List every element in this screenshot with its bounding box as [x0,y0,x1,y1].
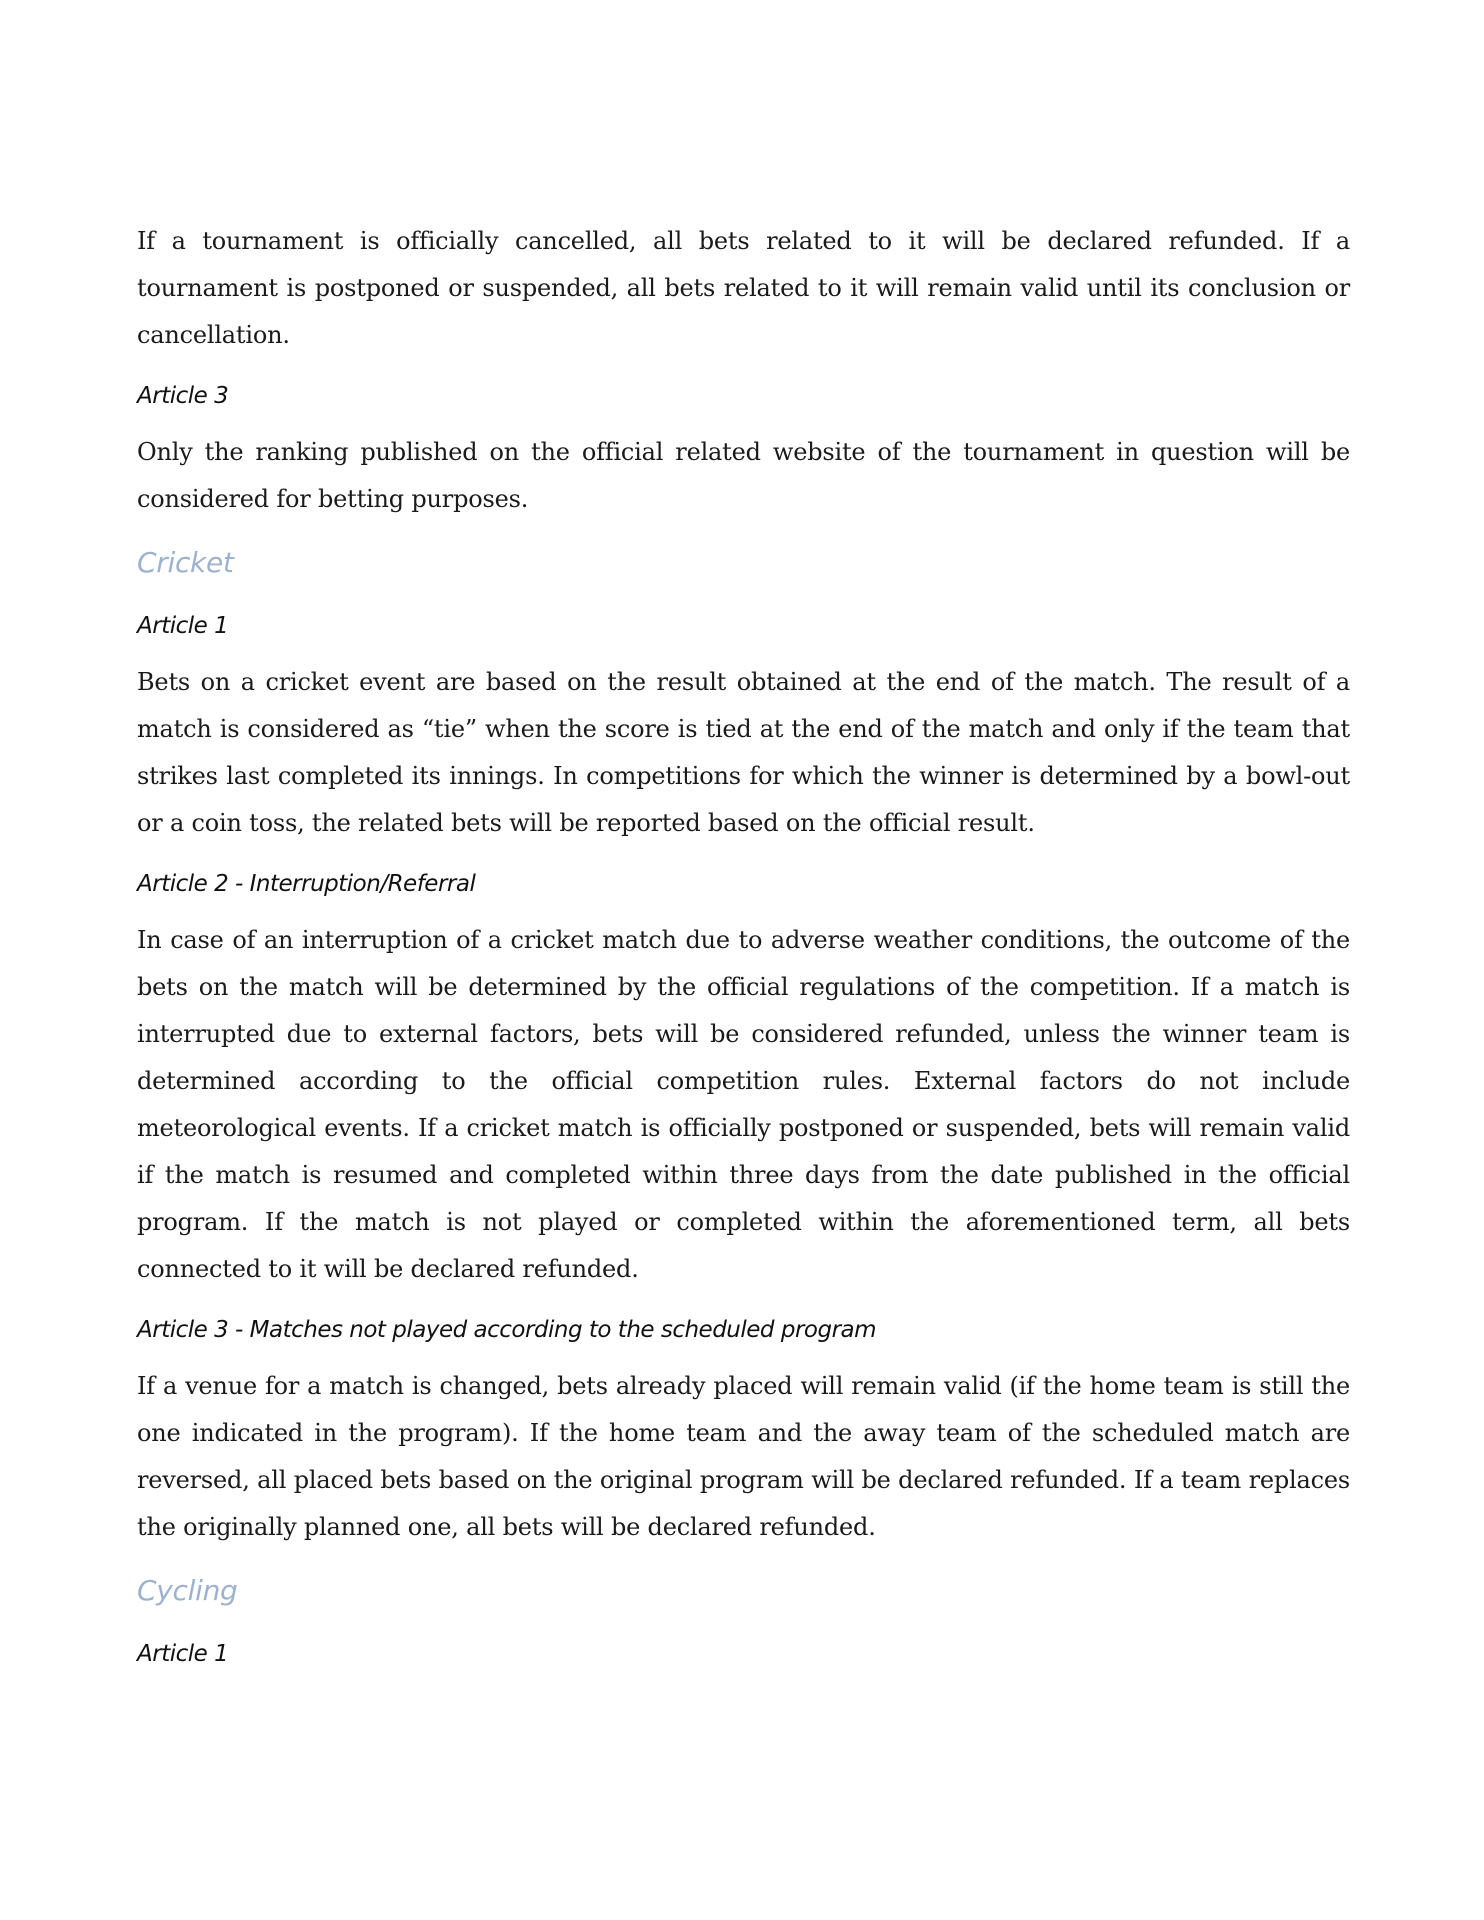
cycling-article-1-heading: Article 1 [137,1641,229,1667]
cricket-article-2-heading: Article 2 - Interruption/Referral [137,871,476,897]
article-heading-3: Article 3 [137,383,229,409]
paragraph-cricket-result: Bets on a cricket event are based on the result obtained at the end of the match. The result of a match is considered as “tie” when the score is tied at the end of the match and only if the team that strikes last completed its innings. In competitions for which the winner is determined by a bowl-out or a coin toss, the related bets will be reported based on the official result. [137,668,1350,837]
section-heading-cycling: Cycling [137,1574,238,1607]
page-content [137,218,1350,1669]
cricket-article-1-heading: Article 1 [137,613,229,639]
section-heading-cricket: Cricket [137,546,234,579]
paragraph-tournament-cancellation: If a tournament is officially cancelled, all bets related to it will be declared refunded. If a tournament is postponed or suspended, all bets related to it will remain valid until its conclusion or cancellation. [137,227,1350,349]
cricket-article-3-heading: Article 3 - Matches not played according to the scheduled program [137,1317,877,1343]
paragraph-cricket-interruption: In case of an interruption of a cricket match due to adverse weather conditions, the outcome of the bets on the match will be determined by the official regulations of the competition. If a match is interrupted due to external factors, bets will be considered refunded, unless the winner team is determined according to the official competition rules. External factors do not include meteorological events. If a cricket match is officially postponed or suspended, bets will remain valid if the match is resumed and completed within three days from the date published in the official program. If the match is not played or completed within the aforementioned term, all bets connected to it will be declared refunded. [137,926,1350,1283]
paragraph-cricket-venue: If a venue for a match is changed, bets already placed will remain valid (if the home team is still the one indicated in the program). If the home team and the away team of the scheduled match are reversed, all placed bets based on the original program will be declared refunded. If a team replaces the originally planned one, all bets will be declared refunded. [137,1372,1350,1541]
paragraph-ranking: Only the ranking published on the official related website of the tournament in question will be considered for betting purposes. [137,438,1350,513]
